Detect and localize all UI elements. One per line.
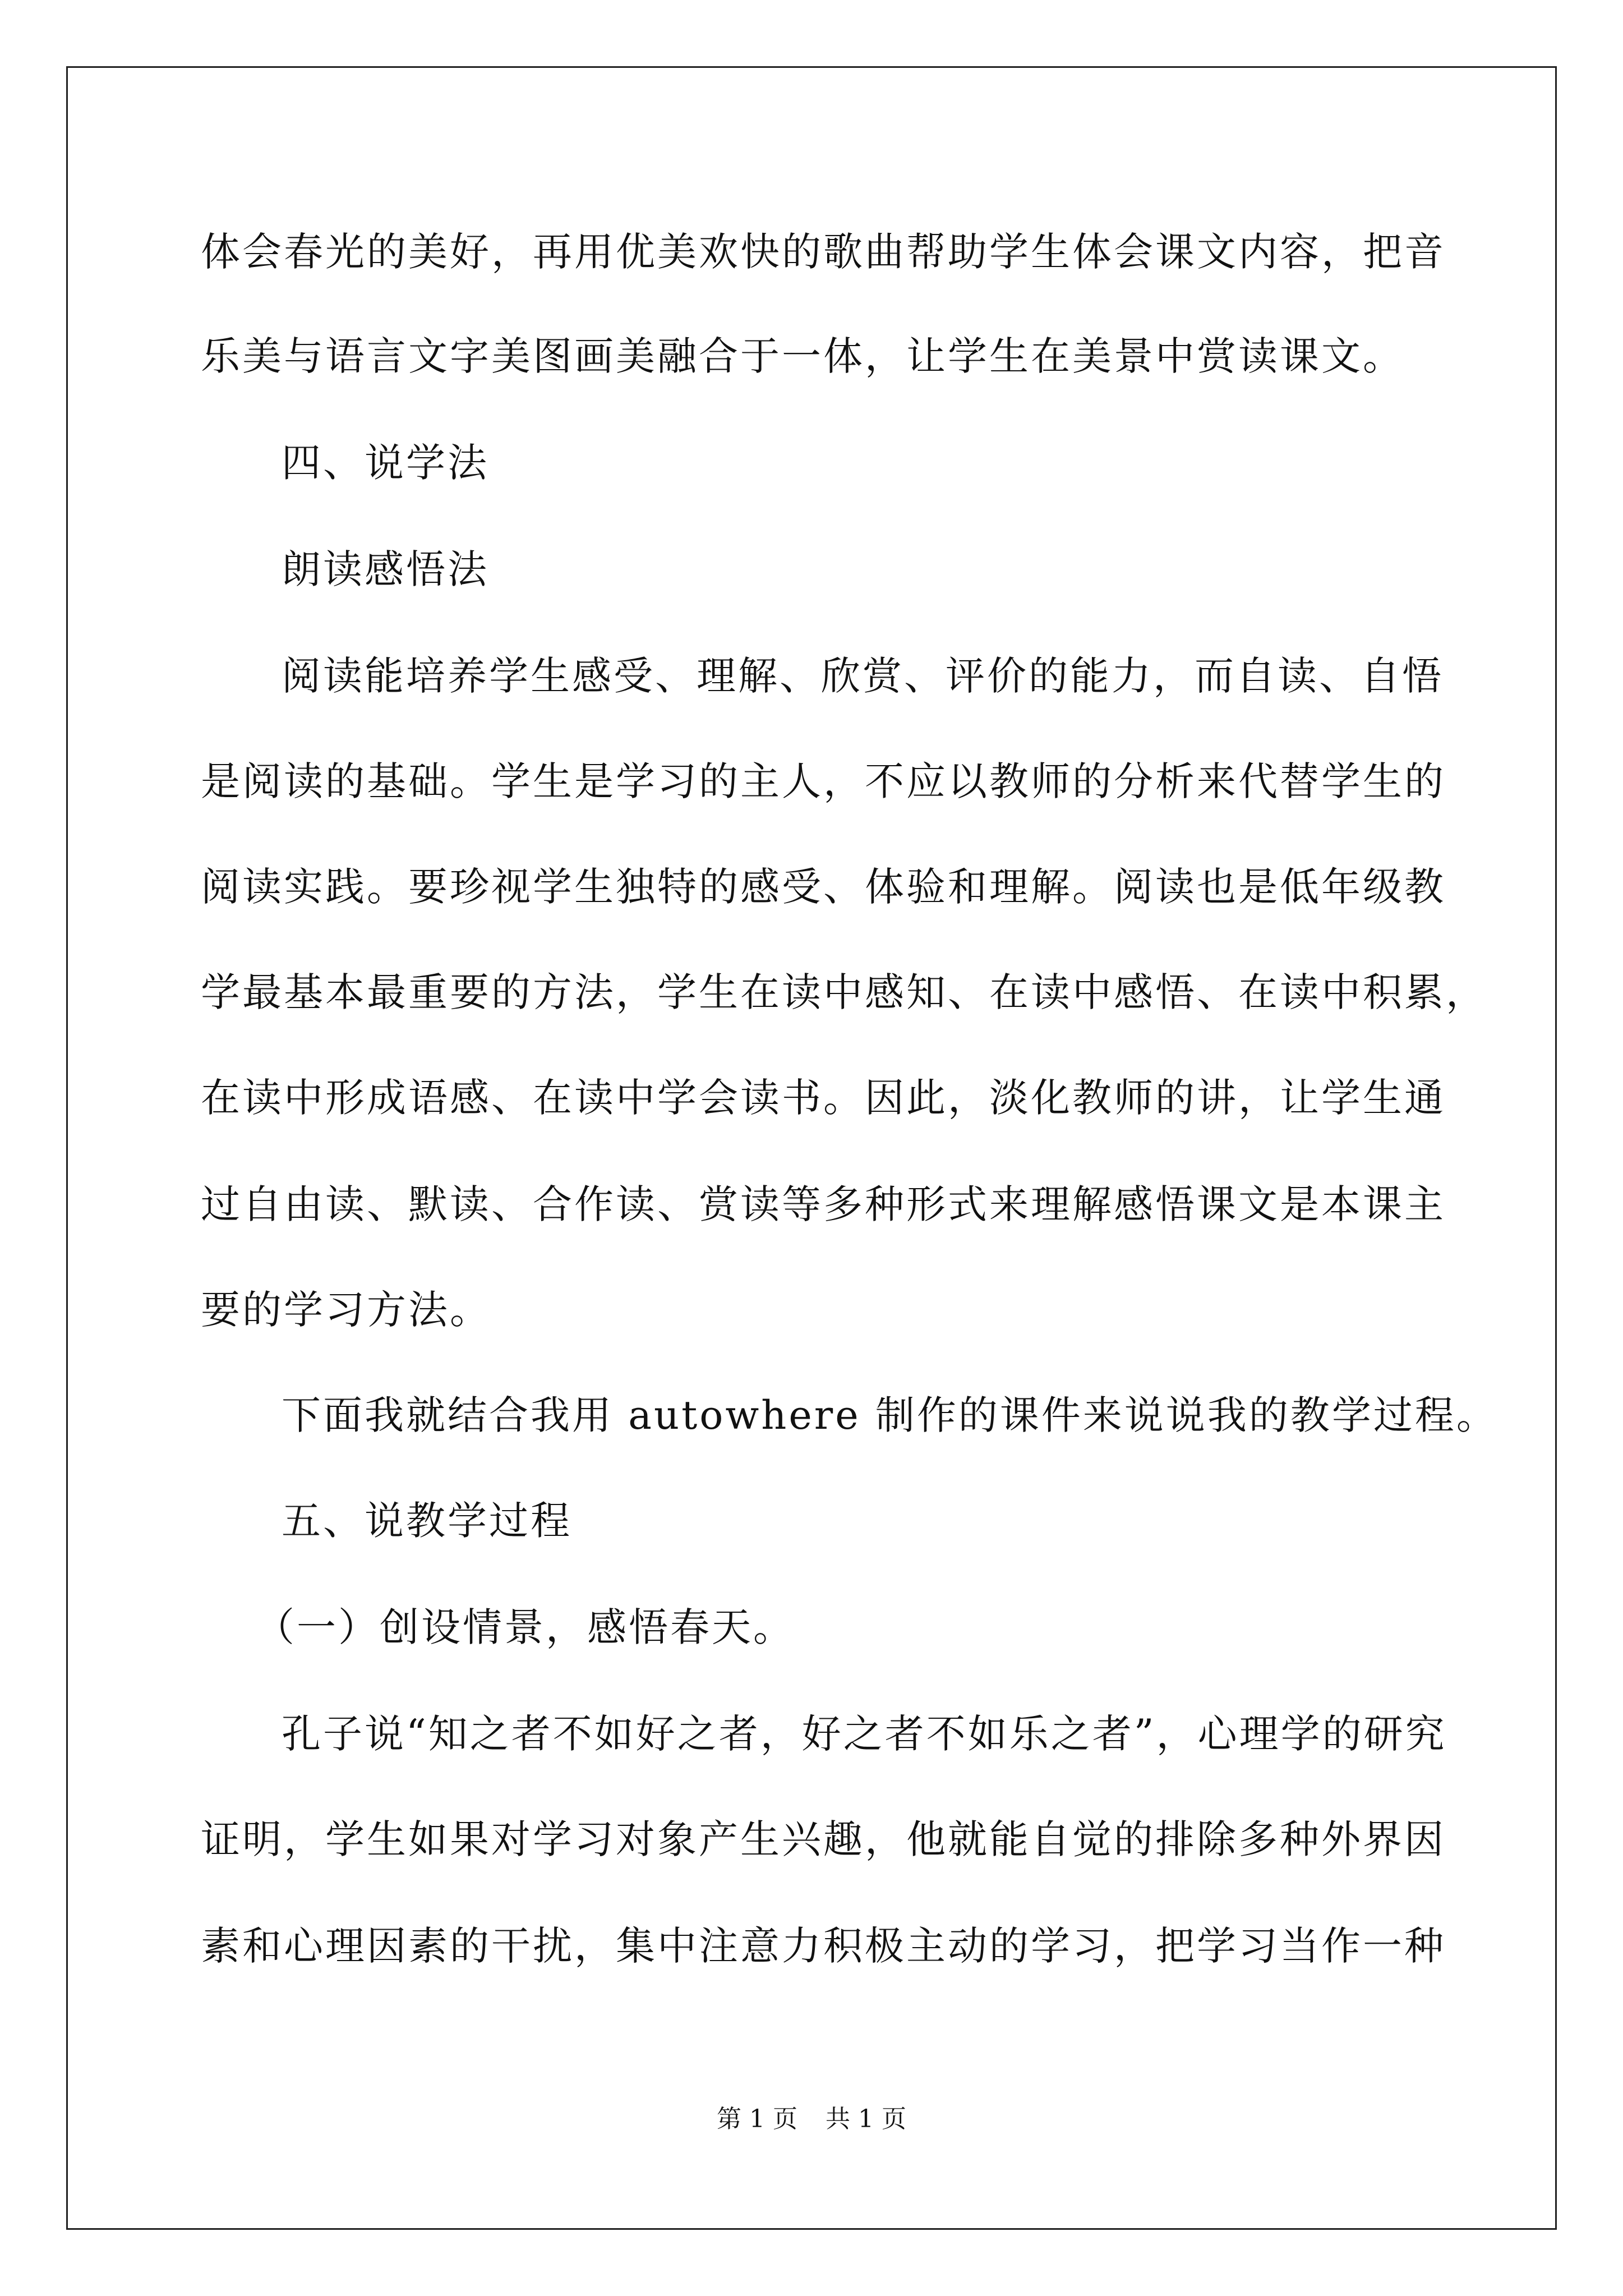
subsection-heading: （一）创设情景，感悟春天。 (255, 1604, 795, 1650)
subsection-heading: 朗读感悟法 (282, 546, 489, 592)
body-text-line: 乐美与语言文字美图画美融合于一体，让学生在美景中赏读课文。 (201, 333, 1404, 379)
page-border (66, 66, 1557, 2230)
body-text-line: 学最基本最重要的方法，学生在读中感知、在读中感悟、在读中积累， (201, 969, 1487, 1015)
body-text-line: 在读中形成语感、在读中学会读书。因此，淡化教师的讲，让学生通 (201, 1075, 1446, 1121)
section-heading: 四、说学法 (282, 440, 489, 486)
body-text-line: 阅读实践。要珍视学生独特的感受、体验和理解。阅读也是低年级教 (201, 864, 1446, 910)
body-text-line: 证明，学生如果对学习对象产生兴趣，他就能自觉的排除多种外界因 (201, 1816, 1446, 1862)
page-total: 共 1 页 (826, 2105, 906, 2133)
body-text-line: 素和心理因素的干扰，集中注意力积极主动的学习，把学习当作一种 (201, 1923, 1446, 1969)
page-footer (0, 2107, 1623, 2132)
body-text-line: 阅读能培养学生感受、理解、欣赏、评价的能力，而自读、自悟 (282, 653, 1444, 699)
body-text-line: 下面我就结合我用 autowhere 制作的课件来说说我的教学过程。 (282, 1392, 1498, 1438)
body-text-line: 孔子说“知之者不如好之者，好之者不如乐之者”，心理学的研究 (282, 1711, 1447, 1757)
page-number: 第 1 页 (717, 2105, 797, 2133)
section-heading: 五、说教学过程 (282, 1498, 572, 1544)
body-text-line: 要的学习方法。 (201, 1287, 491, 1333)
body-text-line: 体会春光的美好，再用优美欢快的歌曲帮助学生体会课文内容，把音 (201, 229, 1446, 275)
body-text-line: 过自由读、默读、合作读、赏读等多种形式来理解感悟课文是本课主 (201, 1181, 1446, 1227)
body-text-line: 是阅读的基础。学生是学习的主人，不应以教师的分析来代替学生的 (201, 758, 1446, 804)
